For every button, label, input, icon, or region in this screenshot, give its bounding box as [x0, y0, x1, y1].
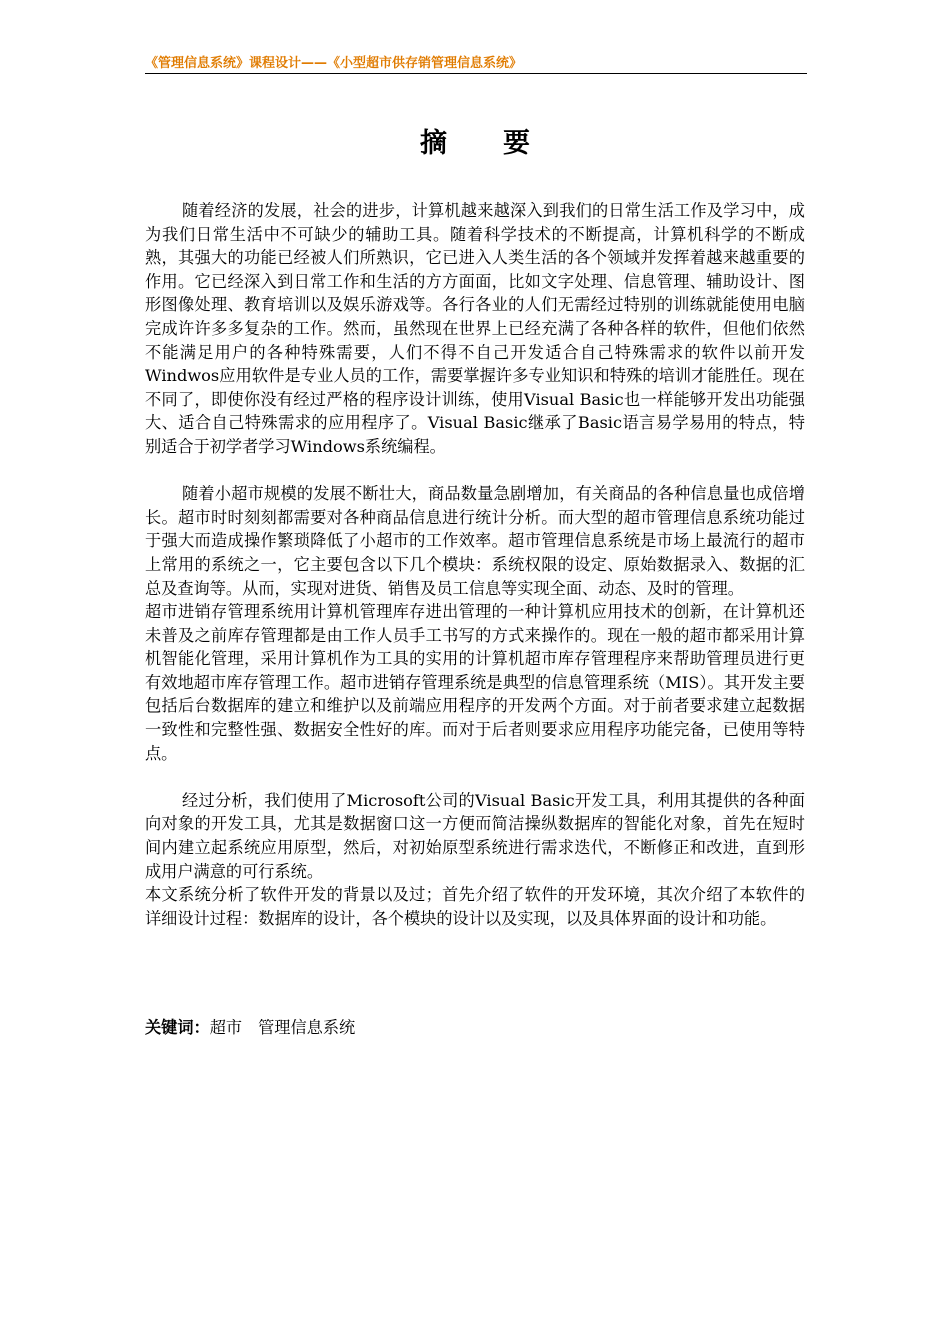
page-title: 摘要 — [420, 128, 586, 159]
keyword-item: 超市 — [209, 1018, 243, 1037]
header-rule — [145, 73, 807, 74]
keyword-item: 管理信息系统 — [258, 1018, 356, 1037]
keywords-label: 关键词： — [145, 1018, 210, 1037]
abstract-body — [145, 199, 805, 930]
paragraph-1: 随着经济的发展，社会的进步，计算机越来越深入到我们的日常生活工作及学习中，成为我们日常生活中不可缺少的辅助工具。随着科学技术的不断提高，计算机科学的不断成熟，其强大的功能已经被人们所熟识，它已进入人类生活的各个领域并发挥着越来越重要的作用。它已经深入到日常工作和生活的方方面面，比如文字处理、信息管理、辅助设计、图形图像处理、教育培训以及娱乐游戏等。各行各业的人们无需经过特别的训练就能使用电脑完成许许多多复杂的工作。然而，虽然现在世界上已经充满了各种各样的软件，但他们依然不能满足用户的各种特殊需要，人们不得不自己开发适合自己特殊需求的软件以前开发Windwos应用软件是专业人员的工作，需要掌握许多专业知识和特殊的培训才能胜任。现在不同了，即使你没有经过严格的程序设计训练，使用Visual Basic也一样能够开发出功能强大、适合自己特殊需求的应用程序了。Visual Basic继承了Basic语言易学易用的特点，特别适合于初学者学习Windows系统编程。 — [145, 201, 805, 456]
paragraph-2: 随着小超市规模的发展不断壮大，商品数量急剧增加，有关商品的各种信息量也成倍增长。超市时时刻刻都需要对各种商品信息进行统计分析。而大型的超市管理信息系统功能过于强大而造成操作繁琐降低了小超市的工作效率。超市管理信息系统是市场上最流行的超市上常用的系统之一，它主要包含以下几个模块：系统权限的设定、原始数据录入、数据的汇总及查询等。从而，实现对进货、销售及员工信息等实现全面、动态、及时的管理。 — [145, 484, 805, 598]
paragraph-4: 经过分析，我们使用了Microsoft公司的Visual Basic开发工具，利用其提供的各种面向对象的开发工具，尤其是数据窗口这一方便而简洁操纵数据库的智能化对象，首先在短时间内建立起系统应用原型，然后，对初始原型系统进行需求迭代，不断修正和改进，直到形成用户满意的可行系统。 — [145, 790, 805, 881]
paragraph-5: 本文系统分析了软件开发的背景以及过；首先介绍了软件的开发环境，其次介绍了本软件的详细设计过程：数据库的设计，各个模块的设计以及实现，以及具体界面的设计和功能。 — [145, 885, 805, 928]
running-header: 《管理信息系统》课程设计——《小型超市供存销管理信息系统》 — [145, 56, 523, 71]
paragraph-3: 超市进销存管理系统用计算机管理库存进出管理的一种计算机应用技术的创新，在计算机还未普及之前库存管理都是由工作人员手工书写的方式来操作的。现在一般的超市都采用计算机智能化管理，采用计算机作为工具的实用的计算机超市库存管理程序来帮助管理员进行更有效地超市库存管理工作。超市进销存管理系统是典型的信息管理系统（MIS）。其开发主要包括后台数据库的建立和维护以及前端应用程序的开发两个方面。对于前者要求建立起数据一致性和完整性强、数据安全性好的库。而对于后者则要求应用程序功能完备，已使用等特点。 — [145, 602, 805, 763]
keywords-line — [145, 1016, 805, 1040]
